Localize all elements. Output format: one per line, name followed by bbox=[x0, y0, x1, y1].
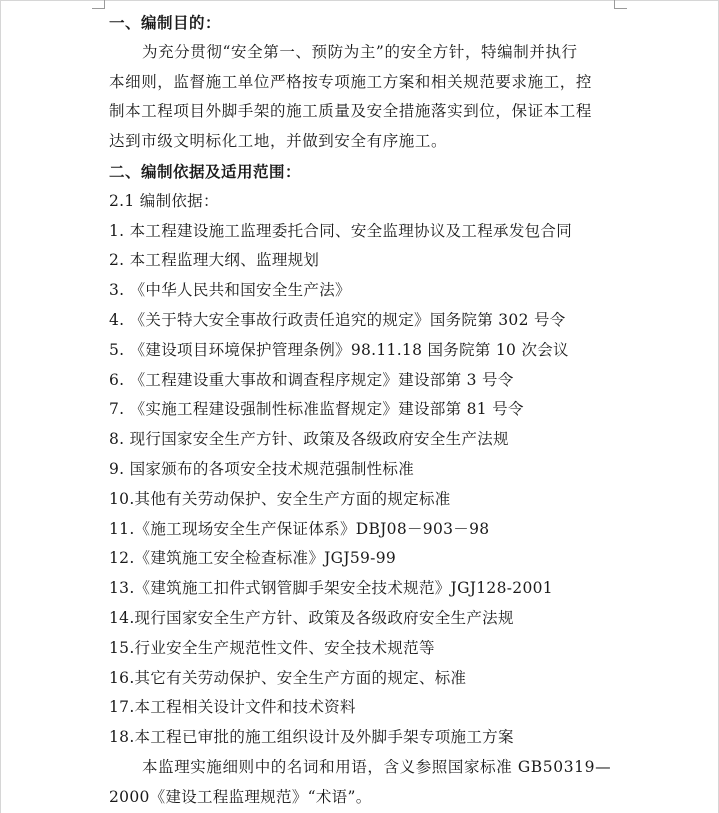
closing-paragraph-line: 本监理实施细则中的名词和用语，含义参照国家标准 GB50319— bbox=[142, 757, 612, 776]
basis-list-item: 7. 《实施工程建设强制性标准监督规定》建设部第 81 号令 bbox=[109, 400, 524, 419]
section-1-paragraph-line: 本细则，监督施工单位严格按专项施工方案和相关规范要求施工，控 bbox=[109, 72, 593, 91]
basis-list-item: 14.现行国家安全生产方针、政策及各级政府安全生产法规 bbox=[109, 608, 514, 627]
basis-list-item: 13.《建筑施工扣件式钢管脚手架安全技术规范》JGJ128-2001 bbox=[109, 579, 553, 598]
section-1-paragraph-line: 为充分贯彻“安全第一、预防为主”的安全方针，特编制并执行 bbox=[142, 42, 578, 61]
section-1-paragraph-line: 制本工程项目外脚手架的施工质量及安全措施落实到位，保证本工程 bbox=[109, 102, 593, 121]
basis-list-item: 1. 本工程建设施工监理委托合同、安全监理协议及工程承发包合同 bbox=[109, 221, 573, 240]
document-page bbox=[109, 8, 614, 813]
basis-list-item: 9. 国家颁布的各项安全技术规范强制性标准 bbox=[109, 459, 415, 478]
basis-list-item: 15.行业安全生产规范性文件、安全技术规范等 bbox=[109, 638, 435, 657]
margin-corner-mark-left bbox=[92, 0, 105, 9]
closing-paragraph-line: 2000《建设工程监理规范》“术语”。 bbox=[109, 787, 372, 806]
basis-list-item: 6. 《工程建设重大事故和调查程序规定》建设部第 3 号令 bbox=[109, 370, 514, 389]
section-2-heading: 二、编制依据及适用范围： bbox=[109, 161, 302, 181]
page-frame-top bbox=[0, 0, 719, 1]
section-1-heading: 一、编制目的： bbox=[109, 13, 222, 32]
page-frame-left bbox=[0, 0, 1, 813]
section-1-paragraph-line: 达到市级文明标化工地，并做到安全有序施工。 bbox=[109, 132, 448, 151]
basis-list-item: 10.其他有关劳动保护、安全生产方面的规定标准 bbox=[109, 489, 451, 508]
margin-corner-mark-right bbox=[614, 0, 627, 9]
basis-list-item: 4. 《关于特大安全事故行政责任追究的规定》国务院第 302 号令 bbox=[109, 310, 566, 329]
basis-list-item: 8. 现行国家安全生产方针、政策及各级政府安全生产法规 bbox=[109, 430, 509, 449]
section-2-subheading: 2.1 编制依据： bbox=[109, 191, 219, 210]
basis-list-item: 12.《建筑施工安全检查标准》JGJ59-99 bbox=[109, 549, 397, 568]
basis-list-item: 5. 《建设项目环境保护管理条例》98.11.18 国务院第 10 次会议 bbox=[109, 340, 569, 359]
basis-list-item: 2. 本工程监理大纲、监理规划 bbox=[109, 251, 320, 270]
basis-list-item: 18.本工程已审批的施工组织设计及外脚手架专项施工方案 bbox=[109, 728, 514, 747]
basis-list-item: 3. 《中华人民共和国安全生产法》 bbox=[109, 281, 351, 300]
basis-list-item: 17.本工程相关设计文件和技术资料 bbox=[109, 698, 356, 717]
basis-list-item: 11.《施工现场安全生产保证体系》DBJ08－903－98 bbox=[109, 519, 490, 538]
basis-list-item: 16.其它有关劳动保护、安全生产方面的规定、标准 bbox=[109, 668, 467, 687]
